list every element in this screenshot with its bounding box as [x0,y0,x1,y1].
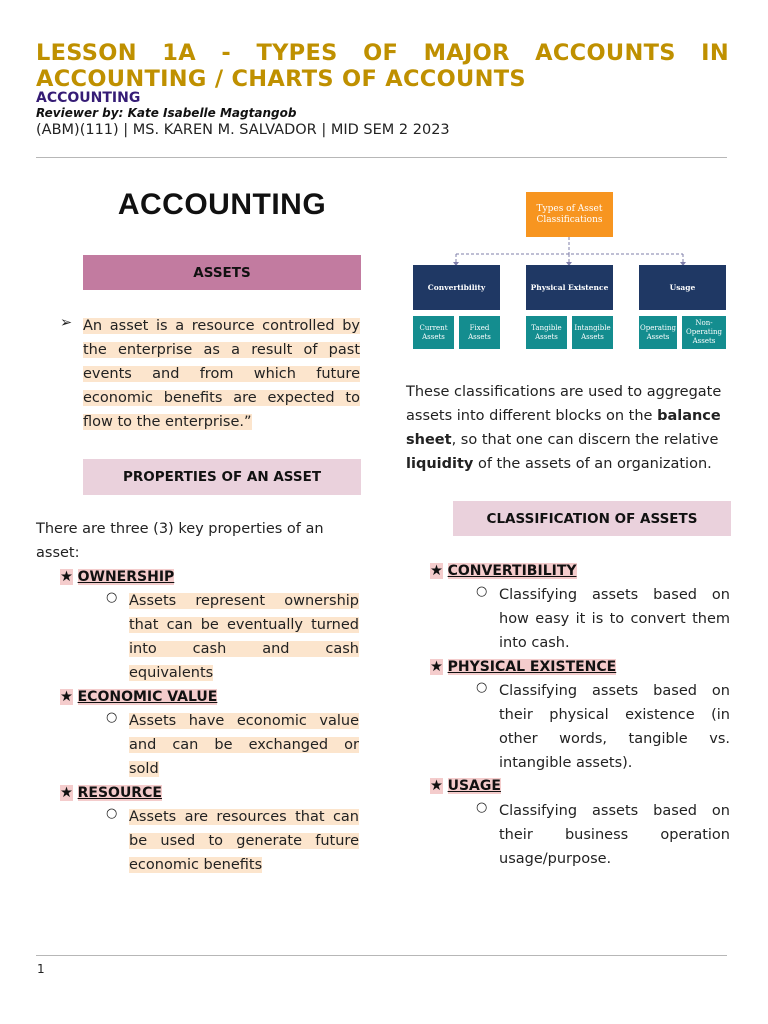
diagram-leaf-non-operating-assets: Non-Operating Assets [682,316,726,349]
subject-label: ACCOUNTING [36,90,141,106]
desc-line: other words, tangible vs. [499,731,730,747]
class-physical-existence [430,655,616,679]
diagram-leaf-operating-assets: Operating Assets [639,316,677,349]
property-label: RESOURCE [77,785,162,801]
desc-line-text: sold [129,761,159,777]
definition-line [83,314,360,338]
star-icon: ★ [60,785,73,801]
diagram-leaf-tangible-assets: Tangible Assets [526,316,567,349]
definition-line-text: the enterprise as a result of past [83,342,360,358]
circle-bullet-icon: ○ [106,710,118,725]
class-usage [430,774,501,798]
class-description [499,583,730,655]
star-icon: ★ [430,563,443,579]
desc-line: intangible assets). [499,755,633,771]
desc-line [129,829,359,853]
diagram-category-physical-existence: Physical Existence [526,265,613,310]
desc-line: Classifying assets based on [499,683,730,699]
circle-bullet-icon: ○ [476,800,488,815]
diagram-leaf-fixed-assets: Fixed Assets [459,316,500,349]
desc-line-text: equivalents [129,665,214,681]
explanation-text: of the assets of an organization. [473,456,712,472]
desc-line [129,733,359,757]
star-icon: ★ [430,778,443,794]
diagram-category-convertibility: Convertibility [413,265,500,310]
definition-line [83,410,360,434]
desc-line: how easy it is to convert them [499,611,730,627]
desc-line: their business operation [499,827,730,843]
property-label: ECONOMIC VALUE [77,689,218,705]
class-label: CONVERTIBILITY [447,563,577,579]
desc-line-text: Assets are resources that can [129,809,359,825]
circle-bullet-icon: ○ [106,590,118,605]
properties-intro: There are three (3) key properties of an asset: [36,521,324,561]
properties-heading: PROPERTIES OF AN ASSET [83,459,361,495]
star-icon: ★ [60,689,73,705]
desc-line [129,709,359,733]
definition-line [83,362,360,386]
diagram-leaf-intangible-assets: Intangible Assets [572,316,613,349]
explanation-bold-liquidity: liquidity [406,456,474,472]
desc-line-text: Assets represent ownership [129,593,359,609]
desc-line-text: and can be exchanged or [129,737,359,753]
desc-line-text: Assets have economic value [129,713,359,729]
diagram-leaf-current-assets: Current Assets [413,316,454,349]
desc-line-text: economic benefits [129,857,263,873]
desc-line-text: be used to generate future [129,833,359,849]
circle-bullet-icon: ○ [106,806,118,821]
definition-line [83,338,360,362]
definition-line-text: economic benefits are expected to [83,390,360,406]
property-label: OWNERSHIP [77,569,175,585]
class-convertibility [430,559,577,583]
circle-bullet-icon: ○ [476,680,488,695]
star-icon: ★ [430,659,443,675]
class-description [499,679,730,775]
desc-line [129,613,359,637]
class-label: PHYSICAL EXISTENCE [447,659,617,675]
star-icon: ★ [60,569,73,585]
property-description [129,709,359,781]
desc-line [129,757,359,781]
property-resource [60,781,162,805]
explanation-text: , so that one can discern the relative [451,432,719,448]
desc-line [129,589,359,613]
definition-line-text: flow to the enterprise.” [83,414,252,430]
desc-line: Classifying assets based on [499,803,730,819]
desc-line [129,853,359,877]
classification-heading: CLASSIFICATION OF ASSETS [453,501,731,536]
page-number: 1 [37,962,45,976]
property-description [129,589,359,685]
definition-line-text: events and from which future [83,366,360,382]
property-economic-value [60,685,217,709]
property-ownership [60,565,174,589]
assets-heading: ASSETS [83,255,361,290]
desc-line [129,637,359,661]
property-description [129,805,359,877]
section-title: ACCOUNTING [117,188,327,221]
lesson-title-line1: LESSON 1A - TYPES OF MAJOR ACCOUNTS IN [36,40,729,66]
desc-line [129,805,359,829]
desc-line: into cash. [499,635,570,651]
class-description [499,799,730,871]
footer-divider [36,955,727,956]
desc-line: their physical existence (in [499,707,730,723]
classification-explanation [406,380,731,476]
reviewer-credit: Reviewer by: Kate Isabelle Magtangob [36,106,297,120]
diagram-root-node: Types of Asset Classifications [526,192,613,237]
desc-line-text: into cash and cash [129,641,359,657]
explanation-text: These classifications are used to aggregate assets into different blocks on the [406,384,722,424]
arrow-bullet-icon: ➢ [60,315,73,331]
class-label: USAGE [447,778,501,794]
asset-definition [83,314,360,434]
diagram-category-usage: Usage [639,265,726,310]
header-divider [36,157,727,158]
circle-bullet-icon: ○ [476,584,488,599]
definition-line-text: An asset is a resource controlled by [83,318,360,334]
definition-line [83,386,360,410]
class-meta: (ABM)(111) | MS. KAREN M. SALVADOR | MID SEM 2 2023 [36,122,450,138]
desc-line: Classifying assets based on [499,587,730,603]
lesson-title-line2: ACCOUNTING / CHARTS OF ACCOUNTS [36,66,526,92]
desc-line-text: that can be eventually turned [129,617,359,633]
explanation-bold-balance-sheet: balance sheet [406,408,721,448]
desc-line [129,661,359,685]
desc-line: usage/purpose. [499,851,612,867]
